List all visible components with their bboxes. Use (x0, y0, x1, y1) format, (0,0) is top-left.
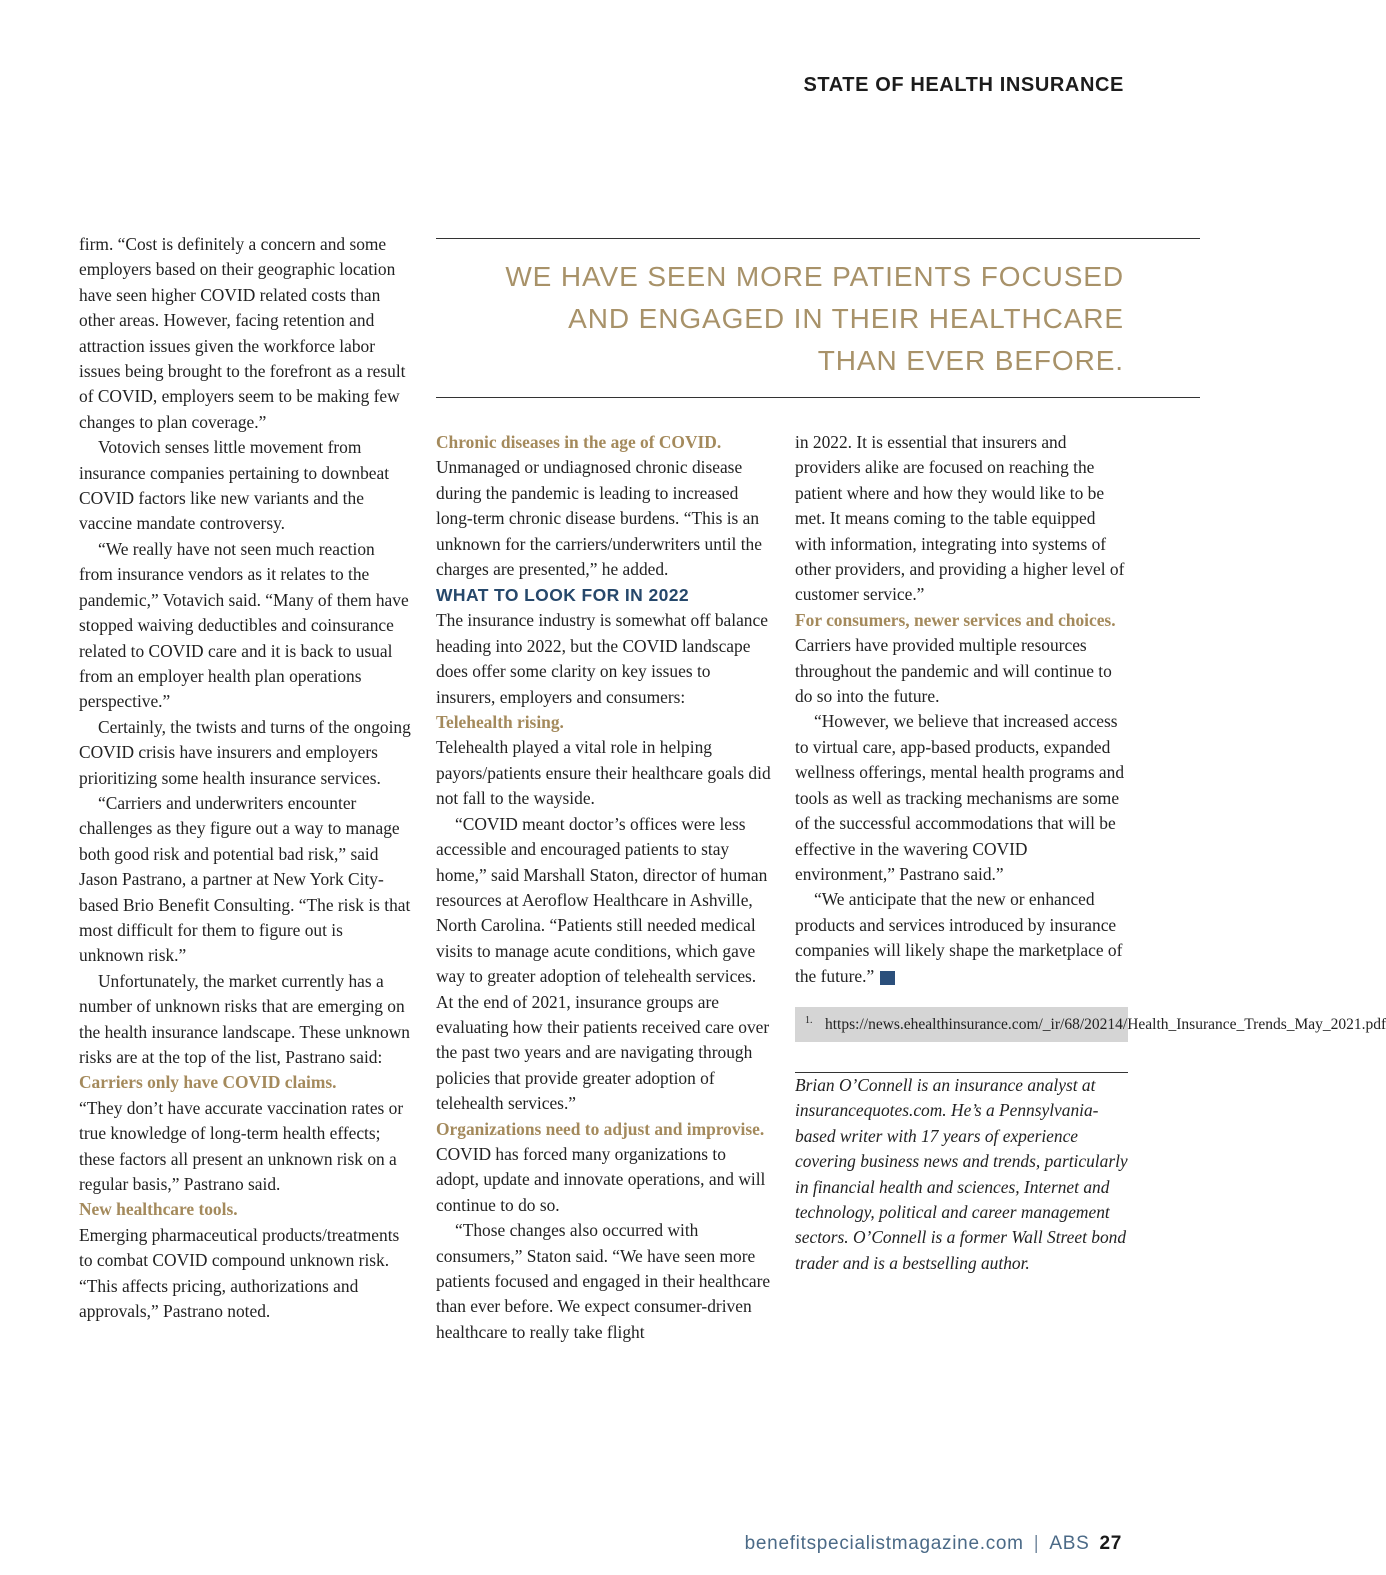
footnote-box (795, 1007, 1386, 1042)
pull-quote-line: AND ENGAGED IN THEIR HEALTHCARE (568, 303, 1124, 334)
subheading: Chronic diseases in the age of COVID. (436, 432, 722, 452)
paragraph-text: “We anticipate that the new or enhanced products and services introduced by insurance companies will likely shape the marketplace of the future.” (795, 889, 1123, 986)
footer-publication: ABS (1049, 1533, 1090, 1554)
page-footer (745, 1533, 1122, 1555)
paragraph: “We really have not seen much reaction from insurance vendors as it relates to the pandemic,” Votavich said. “Many of them have stopped waiving deductibles and coinsurance related to COVID care and it is back to usual from an employer health plan operations perspective.” (79, 538, 409, 712)
author-bio: Brian O’Connell is an insurance analyst at insurancequotes.com. He’s a Pennsylvania-based writer with 17 years of experience covering business news and trends, particularly in financial health and sciences, Internet and technology, political and career management sectors. O’Connell is a former Wall Street bond trader and is a bestselling author. (795, 1074, 1128, 1273)
paragraph: “COVID meant doctor’s offices were less accessible and encouraged patients to stay home,” said Marshall Staton, director of human resources at Aeroflow Healthcare in Ashville, North Carolina. “Patients still needed medical visits to manage acute conditions, which gave way to greater adoption of telehealth services. At the end of 2021, insurance groups are evaluating how their patients received care over the past two years and are navigating through policies that provide greater adoption of telehealth services.” (436, 813, 770, 1114)
paragraph: “They don’t have accurate vaccination rates or true knowledge of long-term health effects; these factors all present an unknown risk on a regular basis,” Pastrano said. (79, 1097, 404, 1195)
pull-quote (470, 256, 1124, 382)
paragraph: COVID has forced many organizations to adopt, update and innovate operations, and will continue to do so. (436, 1143, 766, 1215)
paragraph: Certainly, the twists and turns of the ongoing COVID crisis have insurers and employers prioritizing some health insurance services. (79, 716, 411, 788)
paragraph: Votovich senses little movement from insurance companies pertaining to downbeat COVID factors like new variants and the vaccine mandate controversy. (79, 437, 390, 534)
section-label: STATE OF HEALTH INSURANCE (803, 74, 1124, 96)
paragraph (795, 887, 1128, 989)
paragraph: Unfortunately, the market currently has a number of unknown risks that are emerging on the health insurance landscape. These unknown risks are at the top of the list, Pastrano said: (79, 970, 410, 1067)
end-of-article-icon: BS (880, 971, 895, 985)
article-column-1 (79, 232, 411, 1324)
pull-quote-line: WE HAVE SEEN MORE PATIENTS FOCUSED (505, 261, 1124, 292)
footnote-number: 1. (805, 1014, 813, 1026)
subheading: For consumers, newer services and choices. (795, 609, 1116, 630)
subheading: New healthcare tools. (79, 1199, 238, 1220)
paragraph: Unmanaged or undiagnosed chronic disease during the pandemic is leading to increased long-term chronic disease burdens. “This is an unknown for the carriers/underwriters until the charges are presented,” he added. (436, 457, 762, 580)
paragraph: in 2022. It is essential that insurers and providers alike are focused on reaching the patient where and how they would like to be met. It means coming to the table equipped with information, integrating into systems of other providers, and providing a higher level of customer service.” (795, 432, 1125, 605)
footnote-link[interactable]: https://news.ehealthinsurance.com/_ir/68/20214/Health_Insurance_Trends_May_2021.pdf (825, 1015, 1386, 1033)
footer-site[interactable]: benefitspecialistmagazine.com (744, 1533, 1024, 1554)
paragraph: Carriers have provided multiple resources throughout the pandemic and will continue to do so into the future. (795, 635, 1112, 707)
section-heading: WHAT TO LOOK FOR IN 2022 (436, 585, 690, 606)
pull-quote-line: THAN EVER BEFORE. (817, 345, 1124, 376)
subheading: Organizations need to adjust and improvise. (436, 1118, 765, 1139)
subheading: Telehealth rising. (436, 712, 564, 733)
paragraph: The insurance industry is somewhat off balance heading into 2022, but the COVID landscape does offer some clarity on key issues to insurers, employers and consumers: (436, 610, 768, 707)
page-number: 27 (1099, 1533, 1122, 1554)
article-column-2 (436, 430, 772, 1345)
subheading: Carriers only have COVID claims. (79, 1072, 337, 1093)
paragraph: “Those changes also occurred with consumers,” Staton said. “We have seen more patients focused and engaged in their healthcare than ever before. We expect consumer-driven healthcare to really take flight (436, 1220, 771, 1342)
footer-separator: | (1033, 1533, 1040, 1554)
paragraph: Emerging pharmaceutical products/treatments to combat COVID compound unknown risk. “This affects pricing, authorizations and approvals,” Pastrano noted. (79, 1224, 400, 1322)
paragraph: “Carriers and underwriters encounter challenges as they figure out a way to manage both good risk and potential bad risk,” said Jason Pastrano, a partner at New York City-based Brio Benefit Consulting. “The risk is that most difficult for them to figure out is unknown risk.” (79, 792, 411, 966)
pull-quote-top-rule (436, 238, 1200, 239)
paragraph: Telehealth played a vital role in helping payors/patients ensure their healthcare goals did not fall to the wayside. (436, 737, 771, 809)
article-column-3 (795, 430, 1386, 1276)
paragraph: firm. “Cost is definitely a concern and some employers based on their geographic location have seen higher COVID related costs than other areas. However, facing retention and attraction issues given the workforce labor issues being brought to the forefront as a result of COVID, employers seem to be making few changes to plan coverage.” (79, 234, 406, 432)
paragraph: “However, we believe that increased access to virtual care, app-based products, expanded wellness offerings, mental health programs and tools as well as tracking mechanisms are some of the successful accommodations that will be effective in the wavering COVID environment,” Pastrano said.” (795, 711, 1125, 884)
pull-quote-bottom-rule (436, 397, 1200, 398)
